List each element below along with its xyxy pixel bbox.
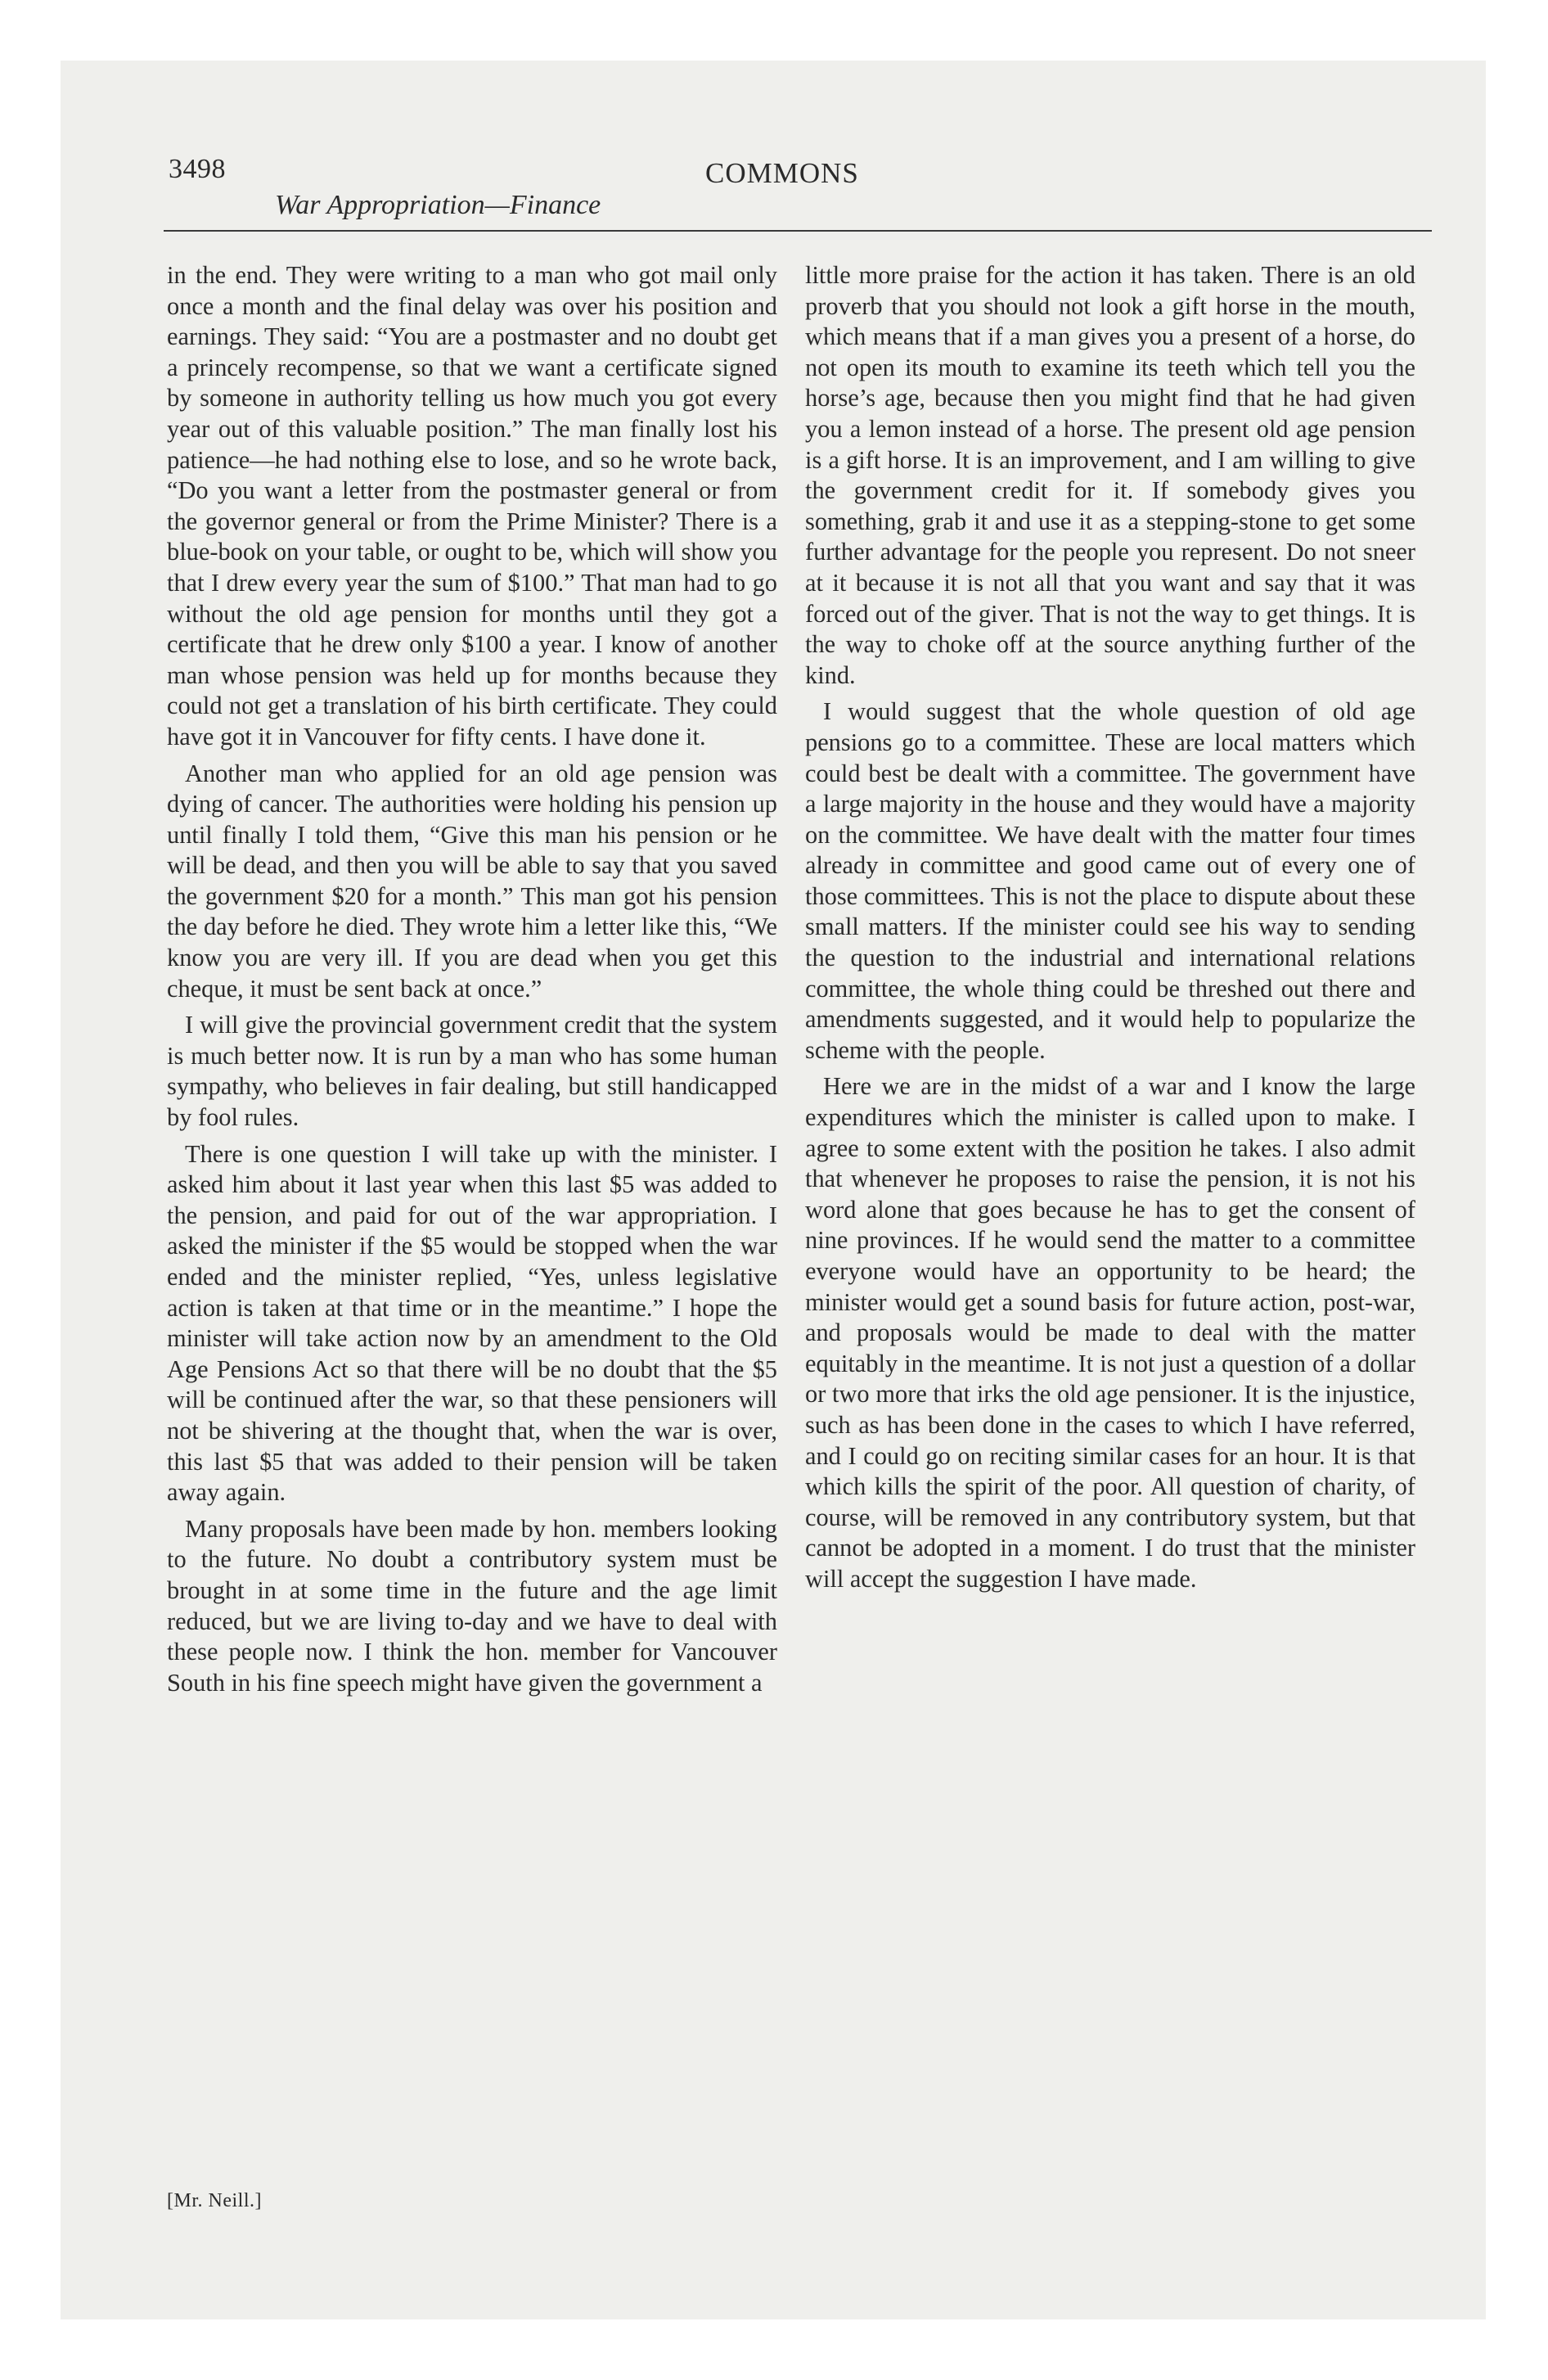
paragraph: Another man who applied for an old age pension was dying of cancer. The authorities were holding his pension up until finally I told them, “Give this man his pension or he will be dead, and then you will be able to say that you saved the government $20 for a month.” This man got his pension the day before he died. They wrote him a letter like this, “We know you are very ill. If you are dead when you get this cheque, it must be sent back at once.” <box>167 759 777 1003</box>
right-column <box>805 260 1415 1595</box>
header-rule <box>164 230 1432 232</box>
paragraph: I will give the provincial government credit that the system is much better now. It is run by a man who has some human sympathy, who believes in fair dealing, but still handicapped by fool rules. <box>167 1011 777 1132</box>
speaker-attribution: [Mr. Neill.] <box>167 2190 262 2211</box>
page-number: 3498 <box>169 154 226 184</box>
left-column <box>167 260 777 1698</box>
paragraph: little more praise for the action it has taken. There is an old proverb that you should not look a gift horse in the mouth, which means that if a man gives you a present of a horse, do not open its mouth to examine its teeth which tell you the horse’s age, because then you might find that he had given you a lemon instead of a horse. The present old age pension is a gift horse. It is an improvement, and I am willing to give the government credit for it. If somebody gives you something, grab it and use it as a stepping-stone to get some further advantage for the people you represent. Do not sneer at it because it is not all that you want and say that it was forced out of the giver. That is not the way to get things. It is the way to choke off at the source anything further of the kind. <box>805 261 1415 689</box>
paragraph: in the end. They were writing to a man who got mail only once a month and the final delay was over his position and earnings. They said: “You are a postmaster and no doubt get a princely recompense, so that we want a certificate signed by someone in authority telling us how much you got every year out of this valuable position.” The man finally lost his patience—he had nothing else to lose, and so he wrote back, “Do you want a letter from the postmaster general or from the governor general or from the Prime Minister? There is a blue-book on your table, or ought to be, which will show you that I drew every year the sum of $100.” That man had to go without the old age pension for months until they got a certificate that he drew only $100 a year. I know of another man whose pension was held up for months because they could not get a translation of his birth certificate. They could have got it in Vancouver for fifty cents. I have done it. <box>167 261 777 751</box>
running-subtitle: War Appropriation—Finance <box>275 190 601 220</box>
paragraph: There is one question I will take up with the minister. I asked him about it last year when this last $5 was added to the pension, and paid for out of the war appropriation. I asked the minister if the $5 would be stopped when the war ended and the minister replied, “Yes, unless legislative action is taken at that time or in the meantime.” I hope the minister will take action now by an amendment to the Old Age Pensions Act so that there will be no doubt that the $5 will be continued after the war, so that these pensioners will not be shivering at the thought that, when the war is over, this last $5 that was added to their pension will be taken away again. <box>167 1139 777 1507</box>
paragraph: Here we are in the midst of a war and I know the large expenditures which the minister is called upon to make. I agree to some extent with the position he takes. I also admit that whenever he proposes to raise the pension, it is not his word alone that goes because he has to get the consent of nine provinces. If he would send the matter to a committee everyone would have an opportunity to be heard; the minister would get a sound basis for future action, post-war, and proposals would be made to deal with the matter equitably in the meantime. It is not just a question of a dollar or two more that irks the old age pensioner. It is the injustice, such as has been done in the cases to which I have referred, and I could go on reciting similar cases for an hour. It is that which kills the spirit of the poor. All question of charity, of course, will be removed in any contributory system, but that cannot be adopted in a moment. I do trust that the minister will accept the suggestion I have made. <box>805 1072 1415 1593</box>
paragraph: I would suggest that the whole question of old age pensions go to a committee. These are local matters which could best be dealt with a committee. The government have a large majority in the house and they would have a majority on the committee. We have dealt with the matter four times already in committee and good came out of every one of those committees. This is not the place to dispute about these small matters. If the minister could see his way to sending the question to the industrial and international relations committee, the whole thing could be threshed out there and amendments suggested, and it would help to popularize the scheme with the people. <box>805 697 1415 1064</box>
running-title: COMMONS <box>705 157 859 189</box>
paragraph: Many proposals have been made by hon. members looking to the future. No doubt a contributory system must be brought in at some time in the future and the age limit reduced, but we are living to-day and we have to deal with these people now. I think the hon. member for Vancouver South in his fine speech might have given the government a <box>167 1514 777 1697</box>
